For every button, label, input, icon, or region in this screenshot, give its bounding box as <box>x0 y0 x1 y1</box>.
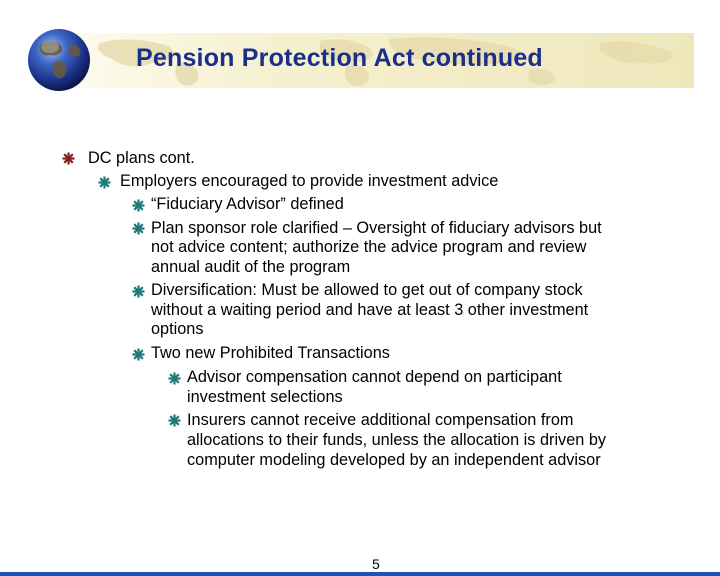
bullet-text: options <box>151 320 204 338</box>
bullet-text: investment selections <box>187 388 343 406</box>
bullet-icon <box>168 372 181 385</box>
bullet-icon <box>132 285 145 298</box>
bullet-icon <box>132 199 145 212</box>
bullet-text: not advice content; authorize the advice program and review <box>151 238 587 256</box>
footer-bar <box>0 572 720 576</box>
bullet-text: allocations to their funds, unless the allocation is driven by <box>187 431 607 449</box>
bullet-icon <box>168 414 181 427</box>
bullet-text: Employers encouraged to provide investment advice <box>120 172 499 190</box>
globe-icon <box>26 27 92 93</box>
bullet-text: annual audit of the program <box>151 258 351 276</box>
bullet-text: DC plans cont. <box>88 149 195 167</box>
bullet-icon <box>62 152 75 165</box>
bullet-icon <box>132 222 145 235</box>
bullet-text: Insurers cannot receive additional compensation from <box>187 411 574 429</box>
bullet-text: without a waiting period and have at least 3 other investment <box>151 301 589 319</box>
bullet-text: Two new Prohibited Transactions <box>151 344 390 362</box>
bullet-text: Advisor compensation cannot depend on participant <box>187 368 562 386</box>
bullet-text: Plan sponsor role clarified – Oversight of fiduciary advisors but <box>151 219 602 237</box>
page-number: 5 <box>372 556 380 572</box>
bullet-icon <box>98 176 111 189</box>
bullet-icon <box>132 348 145 361</box>
bullet-text: computer modeling developed by an independent advisor <box>187 451 601 469</box>
page-title: Pension Protection Act continued <box>136 44 543 72</box>
bullet-text: Diversification: Must be allowed to get out of company stock <box>151 281 583 299</box>
bullet-text: “Fiduciary Advisor” defined <box>151 195 344 213</box>
